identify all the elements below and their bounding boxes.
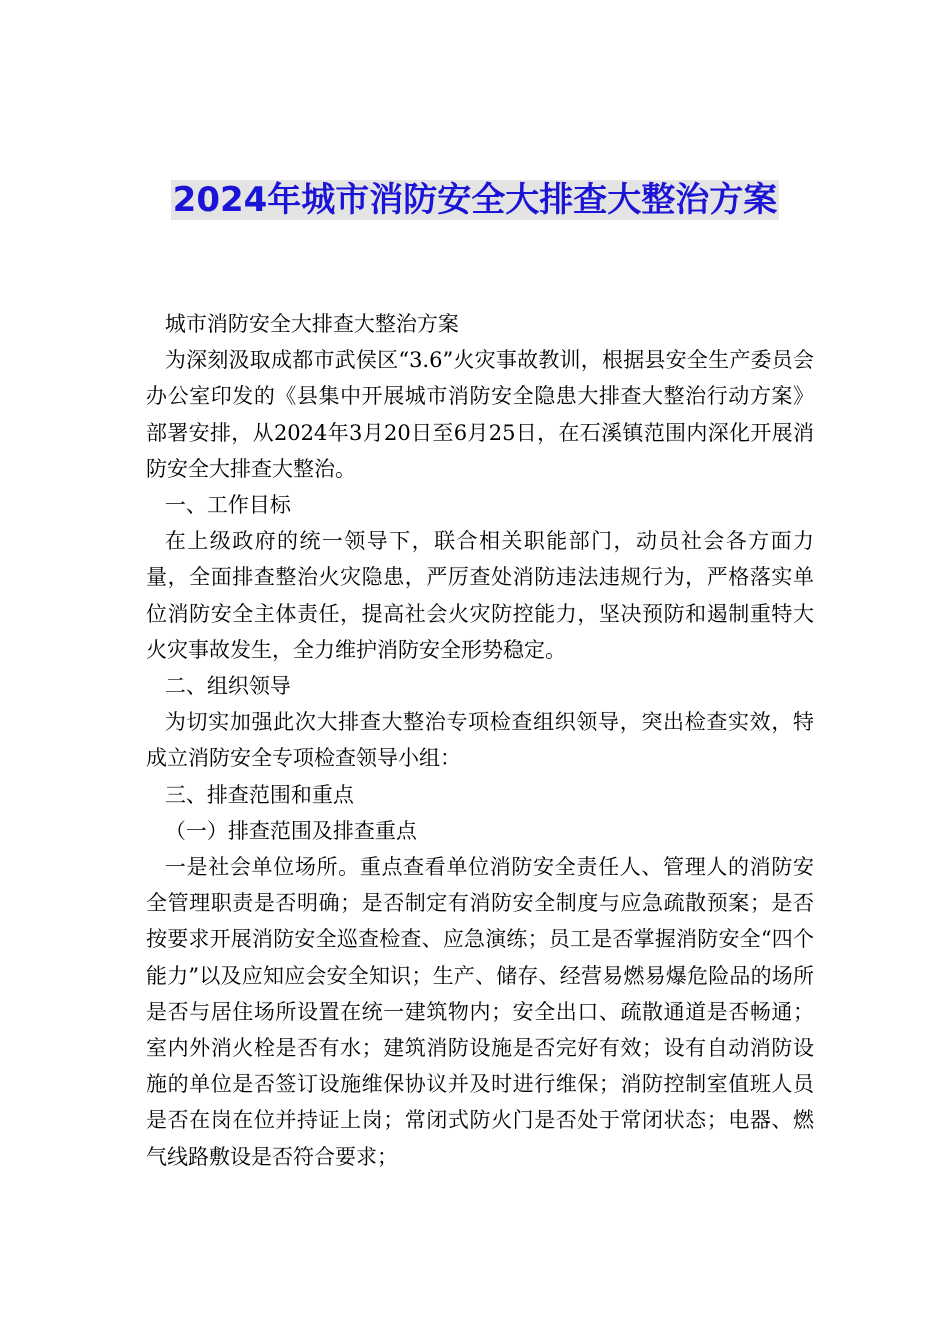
leadership-paragraph: 为切实加强此次大排查大整治专项检查组织领导，突出检查实效，特成立消防安全专项检查领导小组：: [146, 710, 814, 771]
document-body: [146, 306, 814, 1175]
intro-paragraph: 为深刻汲取成都市武侯区“3.6”火灾事故教训，根据县安全生产委员会办公室印发的《县集中开展城市消防安全隐患大排查大整治行动方案》部署安排，从2024年3月20日至6月25日，在石溪镇范围内深化开展消防安全大排查大整治。: [146, 348, 814, 481]
section-heading-leadership: 二、组织领导: [164, 674, 291, 699]
subtitle-paragraph: 城市消防安全大排查大整治方案: [164, 312, 459, 336]
document-title-text: 2024年城市消防安全大排查大整治方案: [172, 180, 778, 220]
document-title: [0, 176, 950, 224]
subsection-heading-scope: （一）排查范围及排查重点: [164, 818, 417, 843]
scope-paragraph: 一是社会单位场所。重点查看单位消防安全责任人、管理人的消防安全管理职责是否明确；是否制定有消防安全制度与应急疏散预案；是否按要求开展消防安全巡查检查、应急演练；员工是否掌握消防安全“四个能力”以及应知应会安全知识；生产、储存、经营易燃易爆危险品的场所是否与居住场所设置在统一建筑物内；安全出口、疏散通道是否畅通；室内外消火栓是否有水；建筑消防设施是否完好有效；设有自动消防设施的单位是否签订设施维保协议并及时进行维保；消防控制室值班人员是否在岗在位并持证上岗；常闭式防火门是否处于常闭状态；电器、燃气线路敷设是否符合要求；: [146, 855, 814, 1169]
goals-paragraph: 在上级政府的统一领导下，联合相关职能部门，动员社会各方面力量，全面排查整治火灾隐患，严厉查处消防违法违规行为，严格落实单位消防安全主体责任，提高社会火灾防控能力，坚决预防和遏制重特大火灾事故发生，全力维护消防安全形势稳定。: [146, 529, 814, 662]
section-heading-scope: 三、排查范围和重点: [164, 782, 354, 807]
section-heading-goals: 一、工作目标: [164, 493, 291, 518]
